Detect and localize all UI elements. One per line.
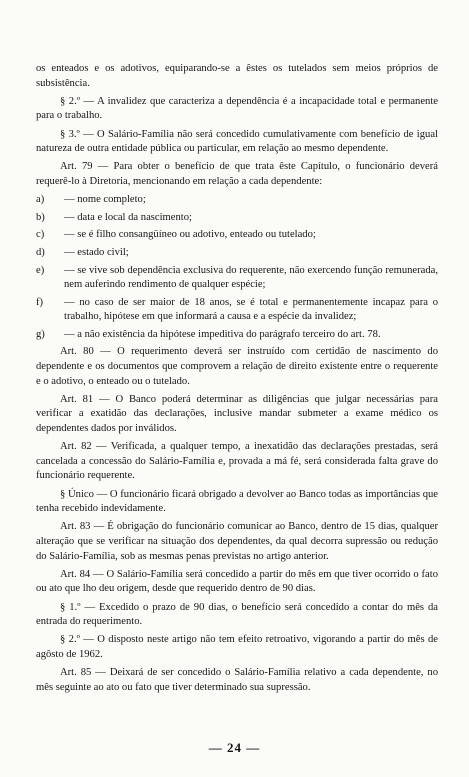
paragraph-section-2b: § 2.º — O disposto neste artigo não tem efeito retroativo, vigorando a partir do mês de agôsto de 1962. <box>36 634 438 660</box>
paragraph-art-81: Art. 81 — O Banco poderá determinar as diligências que julgar necessárias para verificar a exatidão das declarações, inclusive mandar submeter a exame médico os dependentes dados por inválidos. <box>36 393 438 435</box>
list-item <box>36 328 438 343</box>
list-item <box>36 211 438 226</box>
paragraph-section-2: § 2.º — A invalidez que caracteriza a dependência é a incapacidade total e permanente para o trabalho. <box>36 95 438 122</box>
list-item <box>36 228 438 243</box>
paragraph-art-84: Art. 84 — O Salário-Família será concedido a partir do mês em que tiver ocorrido o fato ou ato que lho deu origem, desde que requerido dentro de 90 dias. <box>36 568 438 595</box>
paragraph-art-85: Art. 85 — Deixará de ser concedido o Salário-Família relativo a cada dependente, no mês seguinte ao ato ou fato que tiver determinado sua supressão. <box>36 667 438 693</box>
paragraph-section-1: § 1.º — Excedido o prazo de 90 dias, o benefício será concedido a contar do mês da entrada do requerimento. <box>36 601 438 628</box>
list-item-marker: a) <box>36 194 45 206</box>
list-item-text: — estado civil; <box>64 246 129 258</box>
paragraph-section-3: § 3.º — O Salário-Família não será concedido cumulativamente com benefício de igual natureza de outra entidade pública ou particular, em relação ao mesmo dependente. <box>36 128 438 155</box>
list-item <box>36 246 438 261</box>
list-item <box>36 264 438 293</box>
list-item-text: — data e local da nascimento; <box>64 211 192 223</box>
list-item-marker: c) <box>36 229 45 241</box>
list-item-text: — se é filho consangüíneo ou adotivo, enteado ou tutelado; <box>64 229 316 241</box>
list-item-marker: g) <box>36 328 45 340</box>
list-item <box>36 296 438 325</box>
list-item-text: — nome completo; <box>64 194 146 206</box>
list-item <box>36 193 438 208</box>
paragraph-art-80: Art. 80 — O requerimento deverá ser instruído com certidão de nascimento do dependente e os documentos que comprovem a relação de direito existente entre o requerente e o adotivo, o enteado ou o tutelado. <box>36 346 438 387</box>
paragraph-art-82: Art. 82 — Verificada, a qualquer tempo, a inexatidão das declarações prestadas, será cancelada a concessão do Salário-Família e, provada a má fé, será considerada falta grave do funcionário requerente. <box>36 441 438 482</box>
list-item-text: — no caso de ser maior de 18 anos, se é total e permanentemente incapaz para o trabalho, hipótese em que informará a causa e a espécie da invalidez; <box>64 296 438 323</box>
list-item-text: — a não existência da hipótese impeditiva do parágrafo terceiro do art. 78. <box>64 328 381 340</box>
list-item-marker: d) <box>36 246 45 258</box>
list-item-marker: e) <box>36 264 45 276</box>
paragraph-continuation: os enteados e os adotivos, equiparando-se a êstes os tutelados sem meios próprios de subsistência. <box>36 63 438 89</box>
page-number: — 24 — <box>208 740 261 755</box>
page-body <box>36 62 438 699</box>
paragraph-section-unico: § Único — O funcionário ficará obrigado a devolver ao Banco todas as importâncias que tenha recebido indevidamente. <box>36 488 438 515</box>
paragraph-art-79: Art. 79 — Para obter o benefício de que trata êste Capítulo, o funcionário deverá requerê-lo à Diretoria, mencionando em relação a cada dependente: <box>36 161 438 187</box>
list-item-text: — se vive sob dependência exclusiva do requerente, não exercendo função remunerada, nem auferindo rendimento de qualquer espécie; <box>64 264 438 291</box>
list-item-marker: b) <box>36 211 45 223</box>
paragraph-art-83: Art. 83 — É obrigação do funcionário comunicar ao Banco, dentro de 15 dias, qualquer alteração que se verificar na situação dos dependentes, da qual decorra supressão ou redução do Salário-Família, sob as mesmas penas previstas no artigo anterior. <box>36 521 438 562</box>
list-item-marker: f) <box>36 296 44 308</box>
